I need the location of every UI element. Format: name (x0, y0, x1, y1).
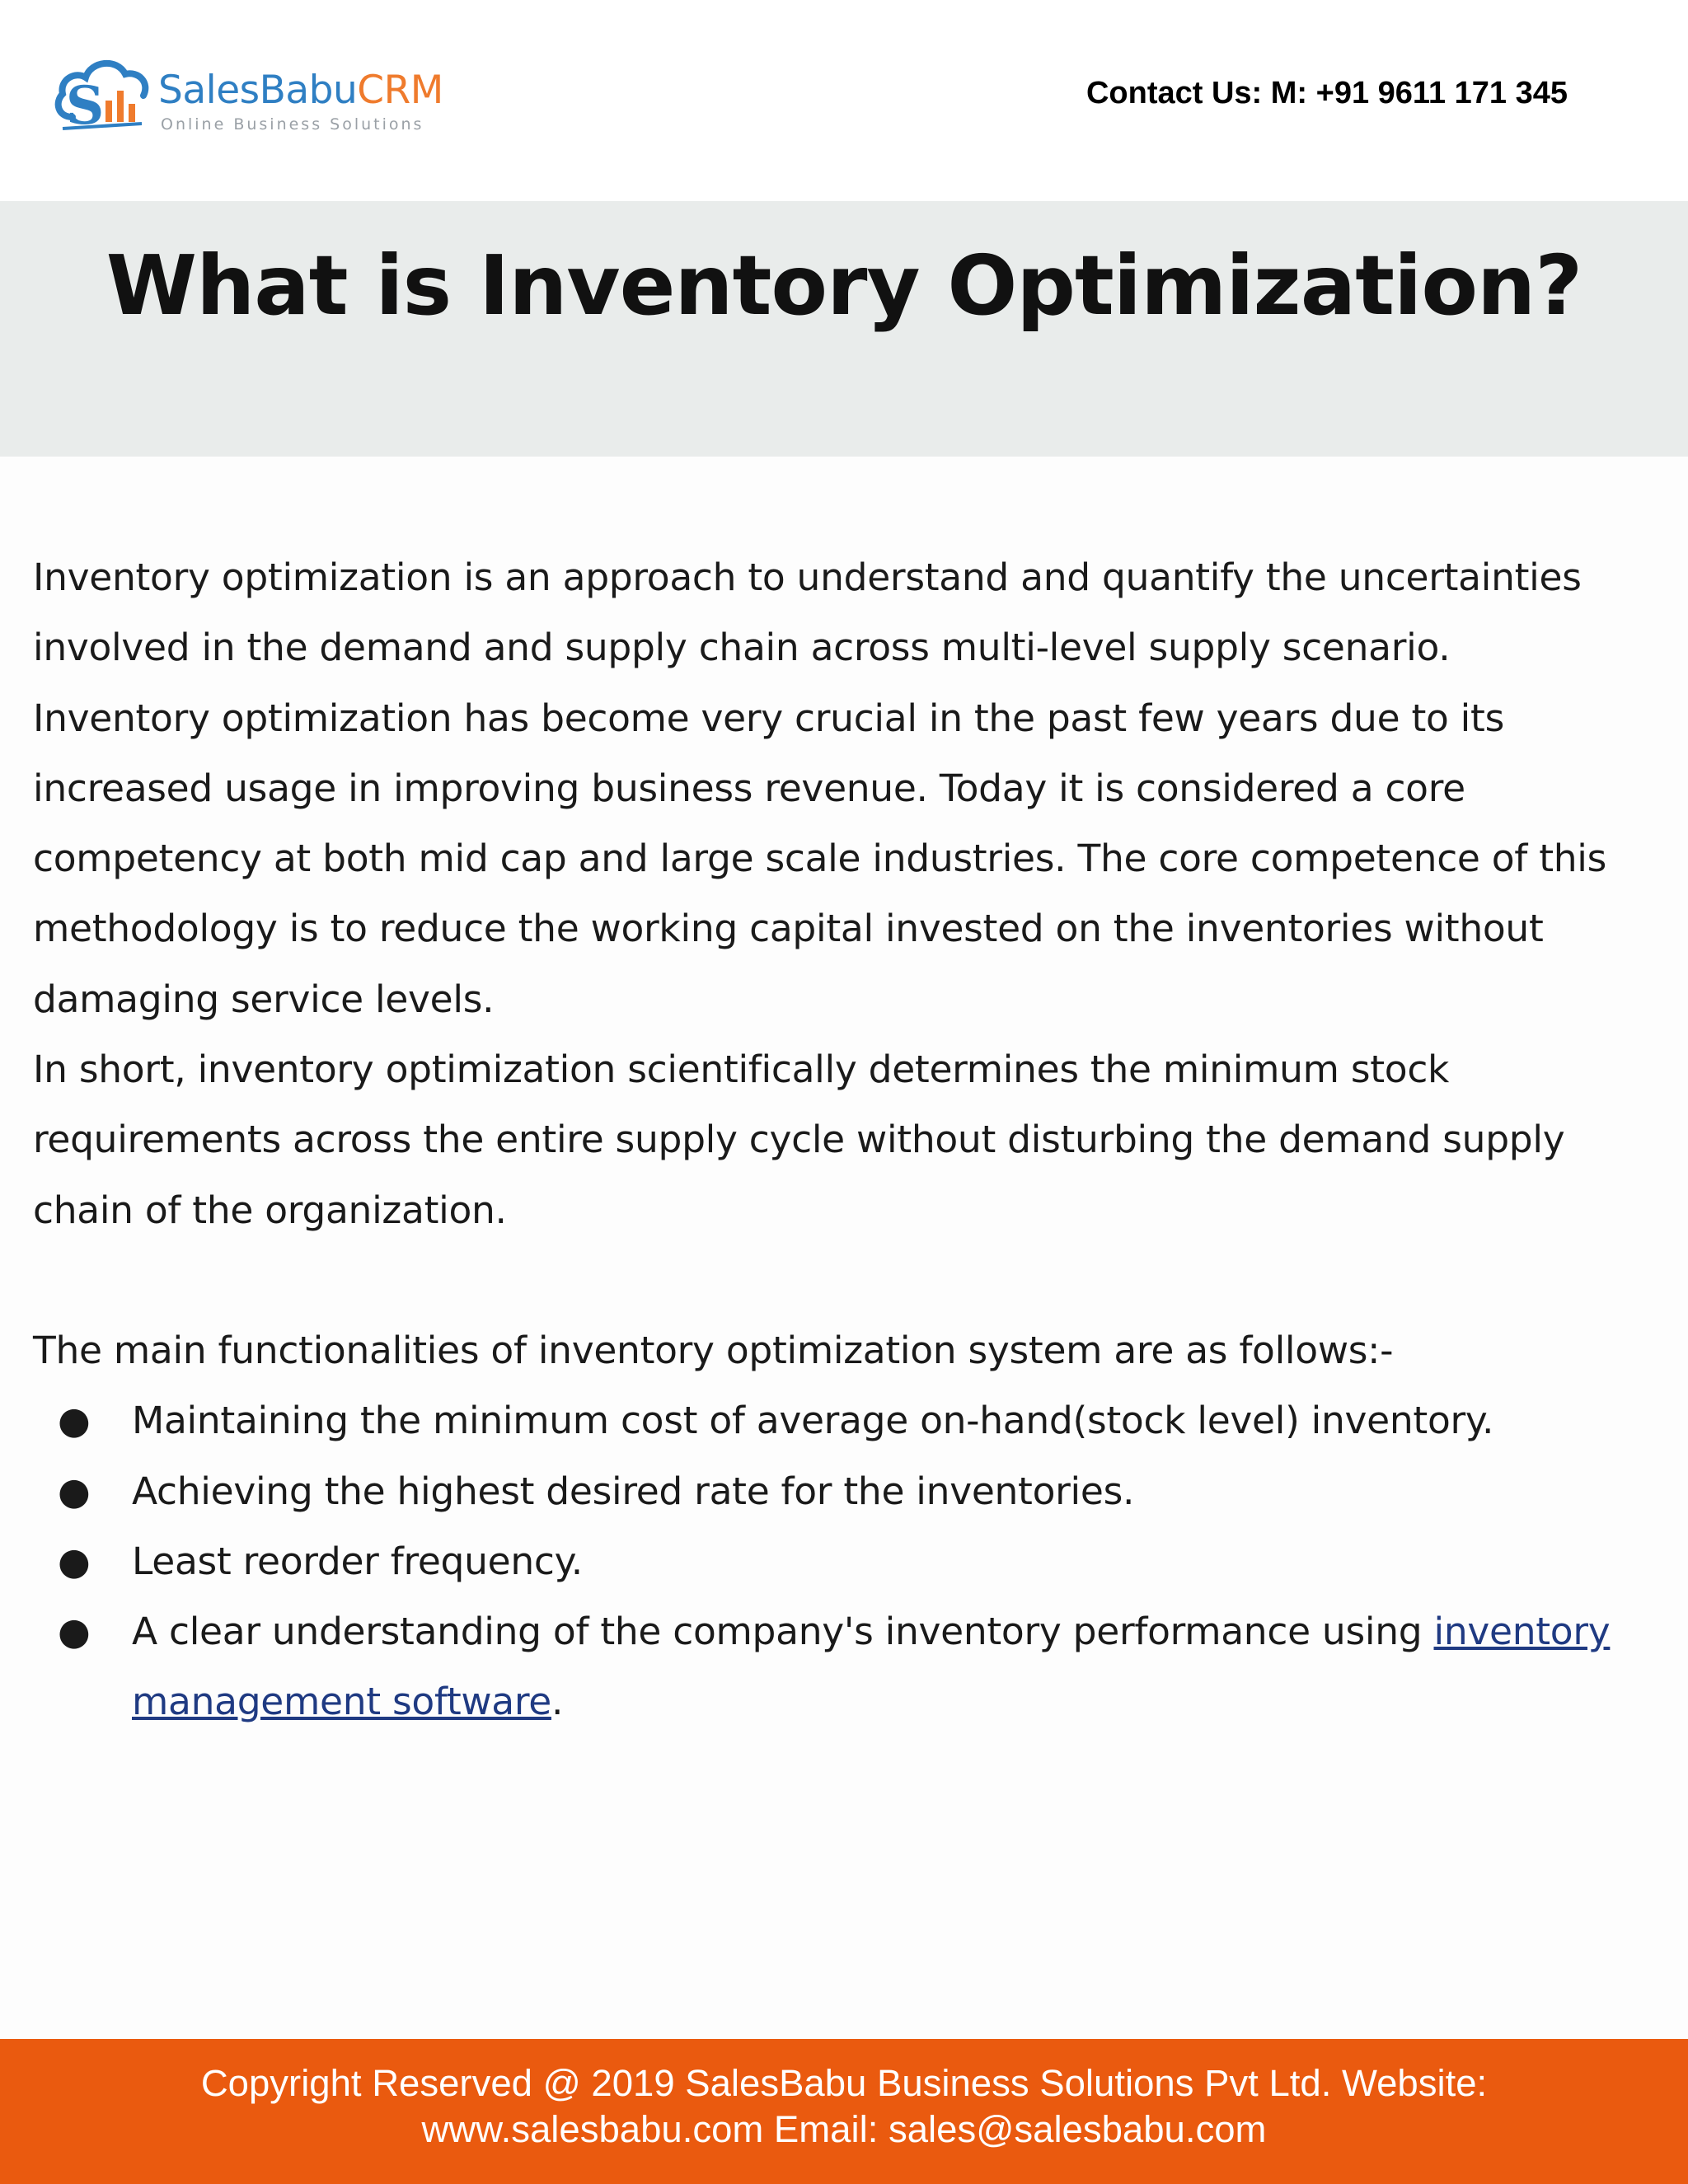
contact-info: Contact Us: M: +91 9611 171 345 (1085, 76, 1568, 110)
footer-contact: www.salesbabu.com Email: sales@salesbabu.com (421, 2108, 1267, 2150)
svg-text:S: S (66, 75, 105, 135)
footer-copyright: Copyright Reserved @ 2019 SalesBabu Business Solutions Pvt Ltd. Website: (200, 2062, 1488, 2104)
bullet-icon: ● (58, 1469, 91, 1513)
cloud-chart-logo-icon (51, 53, 157, 135)
bullet-icon: ● (58, 1399, 91, 1443)
page-header (0, 0, 1688, 201)
list-item (33, 1596, 1655, 1737)
list-item-text: Least reorder frequency. (132, 1539, 583, 1583)
list-item-suffix: . (551, 1680, 564, 1724)
logo-tagline: Online Business Solutions (161, 115, 424, 134)
logo-wordmark (158, 68, 443, 113)
inventory-management-software-link[interactable]: inventory management software (132, 1610, 1611, 1724)
list-item (33, 1456, 1655, 1526)
bullet-icon: ● (58, 1610, 91, 1654)
paragraph-summary: In short, inventory optimization scientifically determines the minimum stock requirements across the entire supply cycle without disturbing the demand supply chain of the organization. (33, 1047, 1565, 1232)
paragraph-intro: Inventory optimization is an approach to understand and quantify the uncertainties involved in the demand and supply chain across multi-level supply scenario. (33, 555, 1582, 670)
bullet-icon: ● (58, 1539, 91, 1583)
list-item (33, 1385, 1655, 1455)
logo-name-crm: CRM (357, 68, 443, 113)
page-footer (0, 2039, 1688, 2184)
paragraph-spacer (33, 1245, 1655, 1315)
paragraph-importance: Inventory optimization has become very crucial in the past few years due to its increased usage in improving business revenue. Today it is considered a core competency at both mid cap and large scale industries. The core competence of this methodology is to reduce the working capital invested on the inventories without damaging service levels. (33, 696, 1607, 1021)
list-item-text: A clear understanding of the company's inventory performance using (132, 1610, 1434, 1654)
list-item-text: Maintaining the minimum cost of average on-hand(stock level) inventory. (132, 1399, 1494, 1443)
functionality-list (33, 1385, 1655, 1736)
page-title: What is Inventory Optimization? (106, 237, 1582, 334)
list-intro: The main functionalities of inventory optimization system are as follows:- (33, 1328, 1394, 1372)
list-item (33, 1526, 1655, 1596)
title-banner (0, 201, 1688, 457)
list-item-text: Achieving the highest desired rate for the inventories. (132, 1469, 1135, 1513)
logo-name-salesbabu: SalesBabu (158, 68, 358, 113)
salesbabu-logo[interactable] (51, 49, 443, 140)
article-body (33, 542, 1655, 1737)
